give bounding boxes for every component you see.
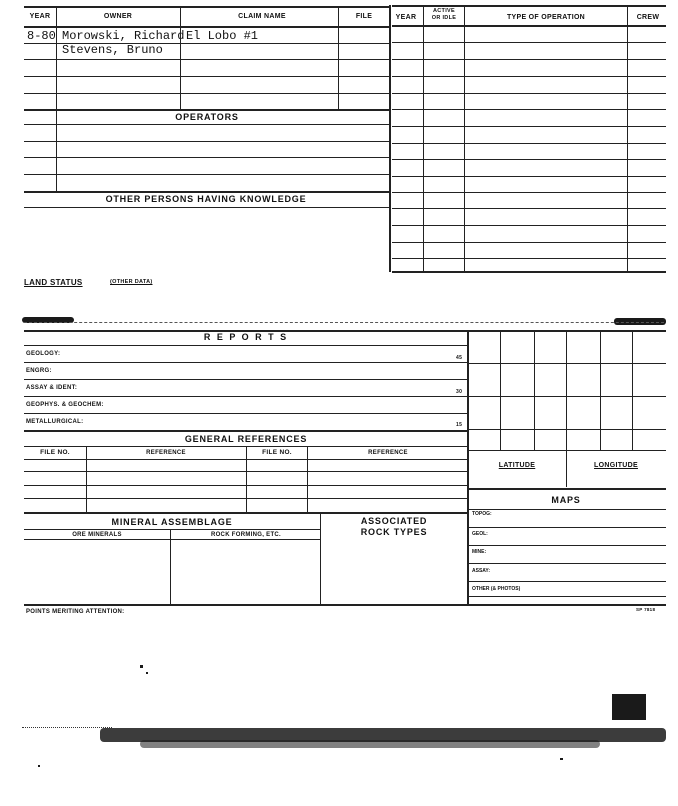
- reports-heading: R E P O R T S: [203, 332, 289, 342]
- entry-owner-1: Morowski, Richard: [62, 29, 185, 43]
- entry-year: 8-80: [27, 29, 56, 43]
- other-persons-heading: OTHER PERSONS HAVING KNOWLEDGE: [105, 194, 307, 204]
- mineral-col-ore: ORE MINERALS: [72, 532, 122, 538]
- report-geophys: GEOPHYS. & GEOCHEM:: [26, 402, 104, 408]
- header-year: YEAR: [29, 13, 51, 20]
- maps-other: OTHER (& PHOTOS): [472, 586, 521, 592]
- report-num-45: 45: [456, 355, 463, 361]
- speck-3: [38, 765, 40, 767]
- scan-smear-2: [140, 740, 600, 748]
- associated-heading: ASSOCIATED: [360, 516, 428, 526]
- maps-geol: GEOL:: [472, 531, 488, 537]
- scan-block: [612, 694, 646, 720]
- land-status-sub: (OTHER DATA): [110, 279, 153, 285]
- longitude-label: LONGITUDE: [594, 462, 638, 469]
- header-year-2: YEAR: [395, 14, 417, 21]
- entry-claim: El Lobo #1: [186, 29, 259, 43]
- header-owner: OWNER: [103, 13, 133, 20]
- report-num-30: 30: [456, 389, 463, 395]
- maps-topog: TOPOG:: [472, 511, 492, 517]
- rock-types-heading: ROCK TYPES: [360, 527, 428, 537]
- header-type-of-operation: TYPE OF OPERATION: [506, 14, 586, 21]
- report-assay: ASSAY & IDENT:: [26, 385, 78, 391]
- maps-mine: MINE:: [472, 549, 487, 555]
- ref-col-file-no-1: FILE NO.: [40, 449, 70, 456]
- land-status: LAND STATUS: [24, 278, 83, 287]
- report-engrg: ENGRG:: [26, 368, 52, 374]
- speck-4: [560, 758, 563, 760]
- mineral-assemblage-heading: MINERAL ASSEMBLAGE: [111, 517, 233, 527]
- ref-col-reference-2: REFERENCE: [368, 450, 408, 456]
- report-geology: GEOLOGY:: [26, 351, 61, 357]
- header-crew: CREW: [636, 14, 660, 21]
- form-number: SP 7818: [636, 607, 656, 612]
- report-metallurgical: METALLURGICAL:: [26, 419, 84, 425]
- maps-heading: MAPS: [551, 495, 581, 505]
- header-or-idle: OR IDLE: [431, 15, 457, 21]
- header-active: ACTIVE: [433, 8, 455, 14]
- speck-1: [140, 665, 143, 668]
- header-file: FILE: [355, 13, 373, 20]
- ref-col-file-no-2: FILE NO.: [262, 449, 292, 456]
- report-num-15: 15: [456, 422, 463, 428]
- operators-heading: OPERATORS: [175, 112, 239, 122]
- latitude-label: LATITUDE: [498, 462, 536, 469]
- maps-assay: ASSAY:: [472, 568, 491, 574]
- speck-2: [146, 672, 148, 674]
- mineral-col-rock: ROCK FORMING, ETC.: [210, 532, 282, 538]
- entry-owner-2: Stevens, Bruno: [62, 43, 163, 57]
- general-references-heading: GENERAL REFERENCES: [184, 434, 308, 444]
- points-meriting-attention: POINTS MERITING ATTENTION:: [26, 609, 125, 615]
- header-claim-name: CLAIM NAME: [238, 13, 286, 20]
- ref-col-reference-1: REFERENCE: [146, 450, 186, 456]
